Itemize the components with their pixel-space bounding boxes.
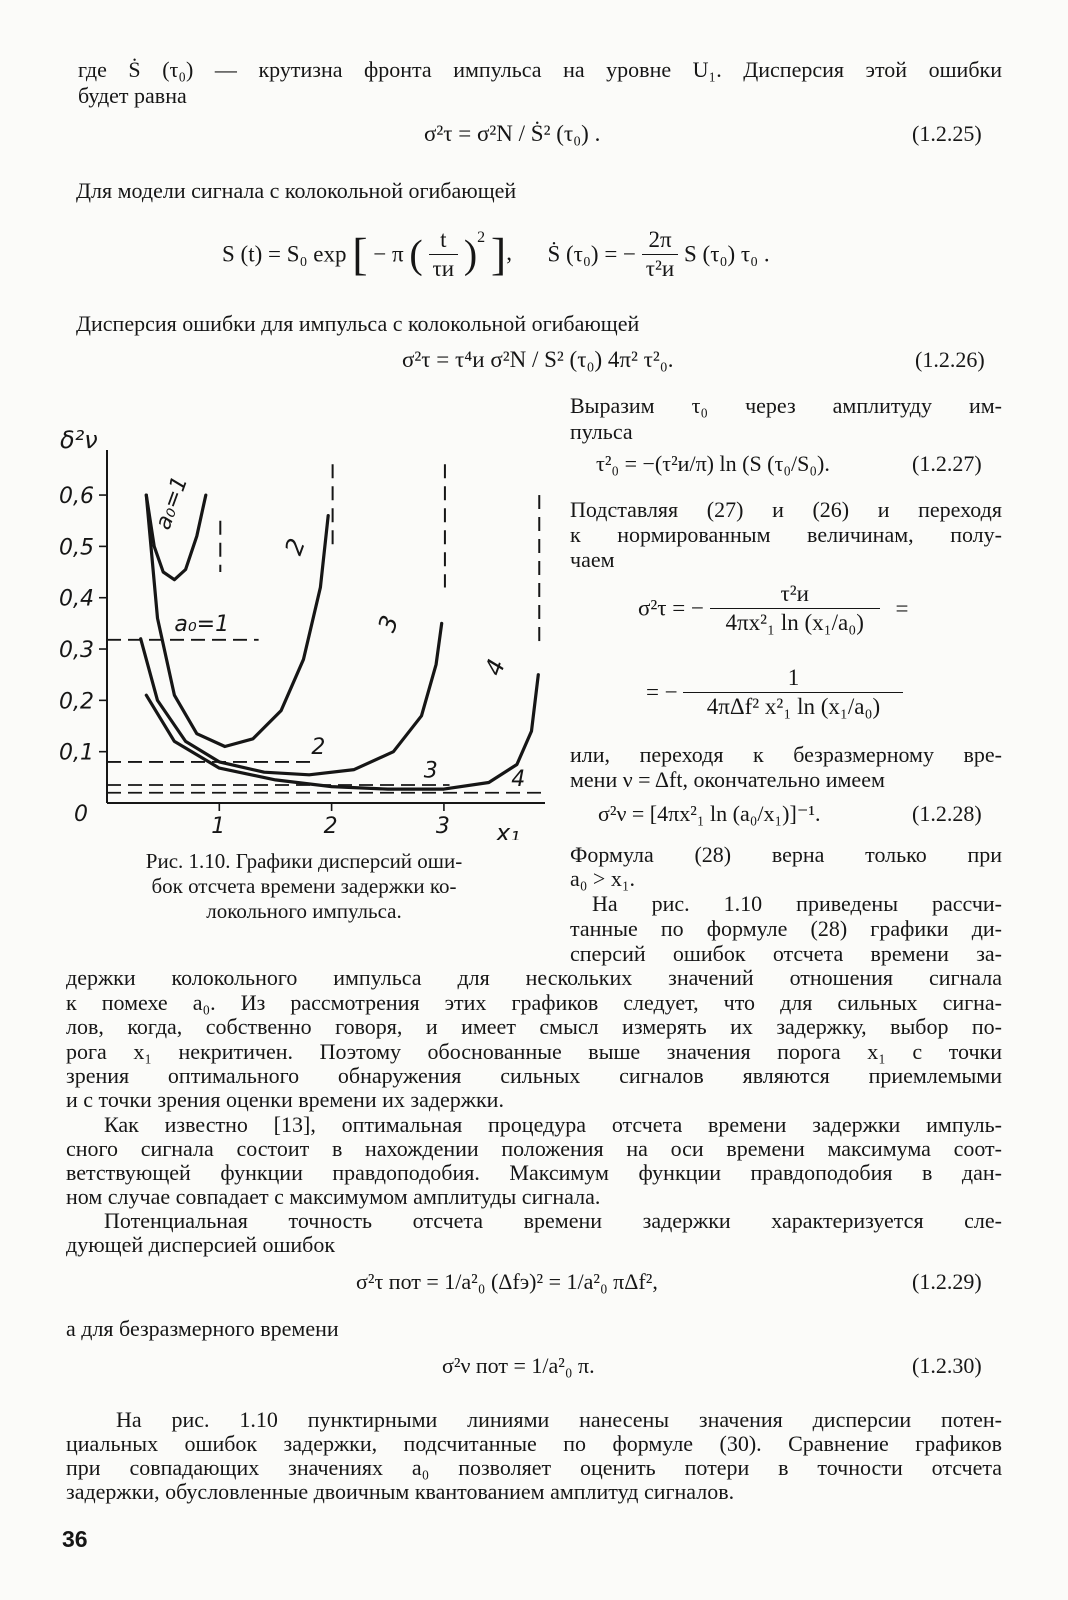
text-line: Потенциальная точность отсчета времени задержки характеризуется сле- [104, 1208, 1002, 1233]
eq-part: − π [373, 241, 404, 267]
text-line: мени ν = Δft, окончательно имеем [570, 767, 885, 792]
curve-label: 4 [479, 655, 511, 680]
eq-part: = [895, 595, 909, 621]
text-line: задержки, обусловленные двоичным квантованием амплитуд сигналов. [66, 1479, 735, 1504]
curve-label: 3 [372, 611, 405, 636]
y-tick-label: 0,5 [59, 535, 94, 561]
text-line: ветствующей функции правдоподобия. Максимум функции правдоподобия в дан- [66, 1160, 1002, 1185]
eq-part: σ²τ = − [638, 595, 704, 621]
y-tick-label: 0,4 [59, 586, 94, 612]
y-tick-label: 0,2 [59, 689, 94, 715]
equation-1-2-27: τ²₀ = −(τ²и/π) ln (S (τ₀/S₀). [596, 451, 830, 476]
text-line: держки колокольного импульса для нескольких значений отношения сигнала [66, 965, 1002, 990]
equation-number: (1.2.25) [912, 121, 982, 146]
denominator: τ²и [645, 256, 675, 282]
y-axis-label: δ²ν [60, 426, 98, 454]
text-line: На рис. 1.10 пунктирными линиями нанесены значения дисперсии потен- [116, 1407, 1002, 1432]
text-line: где Ṡ (τ₀) — крутизна фронта импульса на уровне U₁. Дисперсия этой ошибки [78, 57, 1002, 82]
text-line: танные по формуле (28) графики ди- [570, 916, 1002, 941]
y-tick-label: 0,1 [59, 740, 94, 766]
bracket-right: ] [490, 228, 507, 280]
text-line: Дисперсия ошибки для импульса с колокольной огибающей [76, 311, 640, 336]
caption-line: локольного импульса. [206, 899, 402, 923]
equation-1-2-25: σ²τ = σ²N / Ṡ² (τ₀) . [424, 121, 601, 146]
equation-number: (1.2.27) [912, 451, 982, 476]
figure-1-10-chart [0, 420, 560, 840]
paren-right: ) [463, 231, 478, 277]
y-tick-label: 0,3 [59, 638, 94, 664]
text-line: Подставляя (27) и (26) и переходя [570, 497, 1002, 522]
equation-1-2-29: σ²τ пот = 1/a²₀ (Δfэ)² = 1/a²₀ πΔf², [356, 1269, 658, 1294]
numerator: 2π [642, 226, 678, 255]
text-line: циальных ошибок задержки, подсчитанные по формуле (30). Сравнение графиков [66, 1431, 1002, 1456]
text-line: Как известно [13], оптимальная процедура отсчета времени задержки импуль- [104, 1112, 1002, 1137]
eq-part: = − [646, 679, 678, 705]
equation-number: (1.2.26) [915, 347, 985, 372]
caption-line: бок отсчета времени задержки ко- [151, 874, 457, 898]
equation-normalized-2 [646, 664, 903, 721]
x-tick-label: 1 [211, 814, 226, 839]
text-line: Для модели сигнала с колокольной огибающей [76, 178, 517, 203]
text-line: сного сигнала состоит в нахождении положения на оси времени максимума соот- [66, 1136, 1002, 1161]
text-line: На рис. 1.10 приведены рассчи- [592, 891, 1002, 916]
x-tick-label: 2 [323, 814, 338, 839]
potential-line-label: 4 [511, 767, 526, 793]
origin-label: 0 [74, 802, 88, 827]
text-line: рога x₁ некритичен. Поэтому обоснованные выше значения порога x₁ с точки [66, 1039, 1002, 1064]
fraction [642, 226, 678, 283]
text-line: а для безразмерного времени [66, 1316, 339, 1341]
numerator: t [429, 226, 459, 255]
potential-line-label: 3 [423, 758, 438, 784]
x-tick-label: 3 [435, 814, 450, 839]
numerator: τ²и [710, 580, 880, 609]
fraction [683, 664, 903, 721]
fraction [710, 580, 880, 637]
text-line: будет равна [78, 83, 187, 108]
equation-1-2-30: σ²ν пот = 1/a²₀ π. [442, 1353, 595, 1378]
text-line: к нормированным величинам, полу- [570, 522, 1002, 547]
text-line: a₀ > x₁. [570, 866, 636, 891]
curve-label: 2 [279, 534, 312, 559]
text-line: Выразим τ₀ через амплитуду им- [570, 393, 1002, 418]
equation-1-2-28: σ²ν = [4πx²₁ ln (a₀/x₁)]⁻¹. [598, 801, 821, 826]
text-line: пульса [570, 419, 633, 444]
denominator: 4πx²₁ ln (x₁/a₀) [725, 610, 864, 635]
fraction [429, 226, 459, 283]
numerator: 1 [683, 664, 903, 693]
curve-label: a₀=1 [150, 473, 194, 534]
equation-signal-model: S (t) = S₀ exp [ − π ( $\frac{t}{\tau и}$ )$^2$ ], Ṡ (τ₀) = − $\frac{2\pi}{\text{τ²и}}$ S (τ₀) τ₀ . [222, 227, 770, 282]
x-axis-label: x₁ [496, 819, 520, 840]
text-line: сперсий ошибок отсчета времени за- [570, 941, 1002, 966]
text-line: или, переходя к безразмерному вре- [570, 742, 1002, 767]
paren-left: ( [409, 231, 423, 277]
text-line: чаем [570, 547, 615, 572]
series-curve [141, 623, 442, 774]
text-line: лов, когда, собственно говоря, и имеет смысл измерять их задержку, выбор по- [66, 1014, 1002, 1039]
text-line: зрения оптимального обнаружения сильных сигналов являются приемлемыми [66, 1063, 1002, 1088]
exponent: 2 [477, 229, 486, 246]
y-tick-label: 0,6 [59, 484, 94, 510]
eq-part: Ṡ (τ₀) = − [547, 241, 637, 267]
eq-part: S (τ₀) τ₀ . [684, 241, 770, 267]
page-number: 36 [62, 1526, 88, 1552]
eq-part: S (t) = S₀ exp [222, 241, 347, 267]
equation-number: (1.2.29) [912, 1269, 982, 1294]
equation-number: (1.2.30) [912, 1353, 982, 1378]
text-line: к помехе a₀. Из рассмотрения этих графиков следует, что для сильных сигна- [66, 990, 1002, 1015]
potential-line-label: a₀=1 [174, 612, 230, 638]
text-line: ном случае совпадает с максимумом амплитуды сигнала. [66, 1184, 601, 1209]
text-line: дующей дисперсией ошибок [66, 1232, 336, 1257]
text-line: Формула (28) верна только при [570, 842, 1002, 867]
denominator: 4πΔf² x²₁ ln (x₁/a₀) [706, 694, 881, 719]
equation-normalized-1 [638, 580, 908, 637]
potential-line-label: 2 [311, 735, 326, 761]
equation-number: (1.2.28) [912, 801, 982, 826]
bracket-left: [ [352, 228, 368, 280]
caption-line: Рис. 1.10. Графики дисперсий оши- [145, 849, 463, 873]
equation-1-2-26: σ²τ = τ⁴и σ²N / S² (τ₀) 4π² τ²₀. [402, 347, 674, 372]
figure-caption [84, 849, 524, 924]
text-line: и с точки зрения оценки времени их задержки. [66, 1087, 504, 1112]
denominator: τи [432, 256, 455, 282]
text-line: при совпадающих значениях a₀ позволяет оценить потери в точности отсчета [66, 1455, 1002, 1480]
